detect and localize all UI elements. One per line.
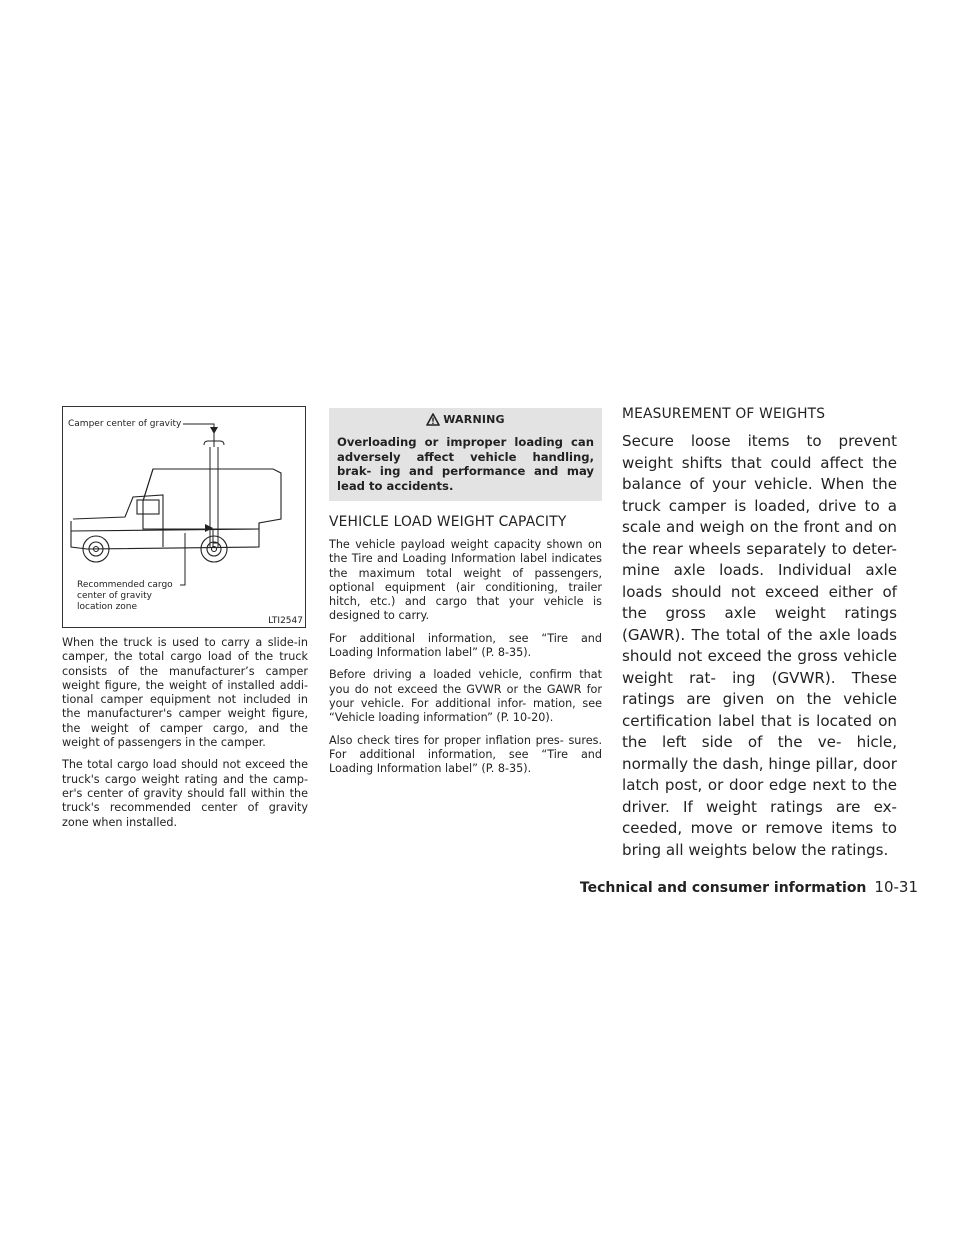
camper-load-paragraph: When the truck is used to carry a slide-in camper, the total cargo load of the truck consists of the manufacturer’s camper weight figure, the weight of installed addi- tional camper equipment not included in the manufacturer's camper weight figure, the weight of camper cargo, and the weight of passengers in the camper. bbox=[62, 636, 308, 750]
camper-figure bbox=[62, 406, 306, 628]
page-footer bbox=[580, 878, 918, 896]
cargo-cg-label-3: location zone bbox=[77, 602, 138, 612]
page-number: 10-31 bbox=[874, 878, 918, 896]
gvwr-paragraph: Before driving a loaded vehicle, confirm that you do not exceed the GVWR or the GAWR for your vehicle. For additional infor- mation, see “Vehicle loading information” (P. 10-20). bbox=[329, 668, 602, 725]
truck-camper-diagram bbox=[63, 407, 307, 629]
warning-text: Overloading or improper loading can adversely affect vehicle handling, brak- ing and performance and may lead to accidents. bbox=[337, 435, 594, 493]
cargo-cg-label-2: center of gravity bbox=[77, 591, 152, 601]
figure-code: LTI2547 bbox=[268, 616, 303, 626]
middle-column bbox=[329, 406, 602, 784]
section-heading-measurement: MEASUREMENT OF WEIGHTS bbox=[622, 406, 826, 422]
camper-cg-label: Camper center of gravity bbox=[68, 419, 182, 429]
cargo-cg-label-1: Recommended cargo bbox=[77, 580, 173, 590]
measurement-paragraph: Secure loose items to prevent weight shifts that could affect the balance of your vehicle. When the truck camper is loaded, drive to a scale and weigh on the front and on the rear wheels separately to deter- mine axle loads. Individual axle loads should not exceed either of the gross axle weight ratings (GAWR). The total of the axle loads should not exceed the gross vehicle weight rat- ing (GVWR). These ratings are given on the vehicle certification label that is located on the left side of the ve- hicle, normally the dash, hinge pillar, door latch post, or door edge next to the driver. If weight ratings are ex- ceeded, move or remove items to bring all weights below the ratings. bbox=[622, 432, 897, 859]
footer-section-title: Technical and consumer information bbox=[579, 880, 867, 896]
warning-icon bbox=[426, 413, 440, 426]
right-column bbox=[622, 406, 897, 861]
cargo-rating-paragraph: The total cargo load should not exceed the truck's cargo weight rating and the camp- er's center of gravity should fall within the truck's recommended center of gravity zone when installed. bbox=[62, 758, 308, 829]
left-column bbox=[62, 406, 308, 838]
warning-box bbox=[329, 408, 602, 501]
tire-label-ref-paragraph: For additional information, see “Tire and Loading Information label” (P. 8-35). bbox=[329, 631, 602, 660]
section-heading-capacity: VEHICLE LOAD WEIGHT CAPACITY bbox=[329, 514, 567, 530]
payload-paragraph: The vehicle payload weight capacity shown on the Tire and Loading Information label indicates the maximum total weight of passengers, optional equipment (air conditioning, trailer hitch, etc.) and cargo that your vehicle is designed to carry. bbox=[329, 538, 602, 623]
warning-title: WARNING bbox=[443, 412, 505, 426]
warning-header bbox=[329, 408, 602, 430]
inflation-paragraph: Also check tires for proper inflation pres- sures. For additional information, see “Tire and Loading Information label” (P. 8-35). bbox=[329, 733, 602, 776]
